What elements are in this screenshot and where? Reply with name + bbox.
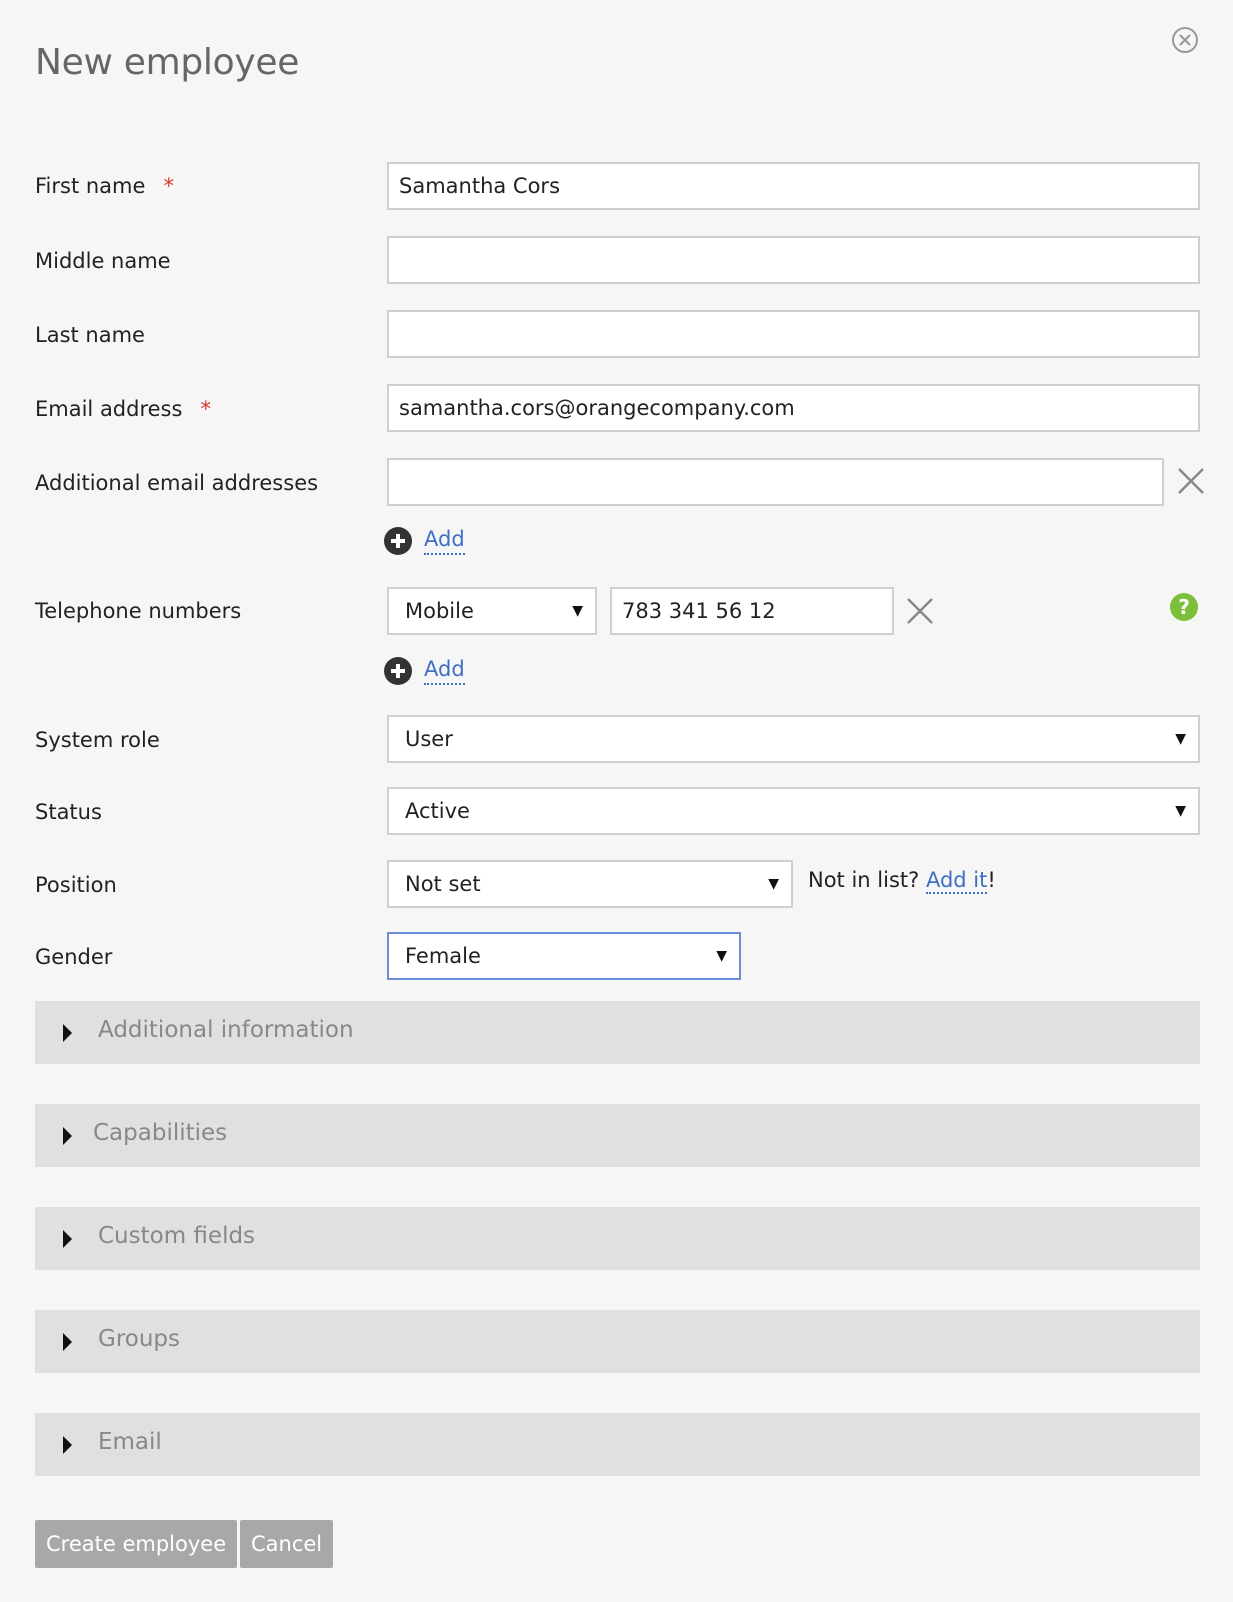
system-role-select[interactable]: User ▼: [387, 715, 1200, 763]
status-select[interactable]: Active ▼: [387, 787, 1200, 835]
gender-select[interactable]: Female ▼: [387, 932, 741, 980]
add-position-link[interactable]: Add it: [925, 868, 988, 892]
cancel-button[interactable]: Cancel: [240, 1520, 333, 1568]
section-capabilities[interactable]: Capabilities: [35, 1104, 1200, 1167]
status-label: Status: [35, 800, 102, 824]
add-email-link[interactable]: Add: [424, 525, 465, 555]
remove-phone-icon[interactable]: [905, 596, 935, 626]
chevron-down-icon: ▼: [572, 603, 583, 619]
middle-name-label: Middle name: [35, 249, 171, 273]
first-name-label: First name *: [35, 174, 174, 198]
system-role-label: System role: [35, 728, 160, 752]
last-name-input[interactable]: [387, 310, 1200, 358]
triangle-right-icon: [63, 1333, 72, 1351]
triangle-right-icon: [63, 1127, 72, 1145]
additional-emails-label: Additional email addresses: [35, 471, 319, 495]
required-mark: *: [163, 174, 174, 198]
last-name-label: Last name: [35, 323, 145, 347]
telephone-label: Telephone numbers: [35, 599, 242, 623]
first-name-input[interactable]: [387, 162, 1200, 210]
triangle-right-icon: [63, 1024, 72, 1042]
triangle-right-icon: [63, 1436, 72, 1454]
close-icon[interactable]: [1171, 26, 1199, 54]
not-in-list-text: Not in list? Add it!: [808, 868, 996, 892]
phone-type-select[interactable]: Mobile ▼: [387, 587, 597, 635]
add-phone-link[interactable]: Add: [424, 655, 465, 685]
chevron-down-icon: ▼: [716, 948, 727, 964]
section-email[interactable]: Email: [35, 1413, 1200, 1476]
email-label: Email address *: [35, 397, 211, 421]
phone-number-input[interactable]: [610, 587, 894, 635]
position-label: Position: [35, 873, 117, 897]
create-employee-button[interactable]: Create employee: [35, 1520, 237, 1568]
email-input[interactable]: [387, 384, 1200, 432]
section-custom-fields[interactable]: Custom fields: [35, 1207, 1200, 1270]
plus-circle-icon[interactable]: [384, 657, 412, 685]
gender-label: Gender: [35, 945, 113, 969]
page-title: New employee: [35, 42, 300, 83]
chevron-down-icon: ▼: [1175, 803, 1186, 819]
middle-name-input[interactable]: [387, 236, 1200, 284]
position-select[interactable]: Not set ▼: [387, 860, 793, 908]
triangle-right-icon: [63, 1230, 72, 1248]
section-additional-information[interactable]: Additional information: [35, 1001, 1200, 1064]
plus-circle-icon[interactable]: [384, 527, 412, 555]
remove-email-icon[interactable]: [1176, 466, 1206, 496]
section-groups[interactable]: Groups: [35, 1310, 1200, 1373]
additional-email-input[interactable]: [387, 458, 1164, 506]
chevron-down-icon: ▼: [1175, 731, 1186, 747]
required-mark: *: [200, 397, 211, 421]
chevron-down-icon: ▼: [768, 876, 779, 892]
help-icon[interactable]: ?: [1170, 593, 1198, 621]
